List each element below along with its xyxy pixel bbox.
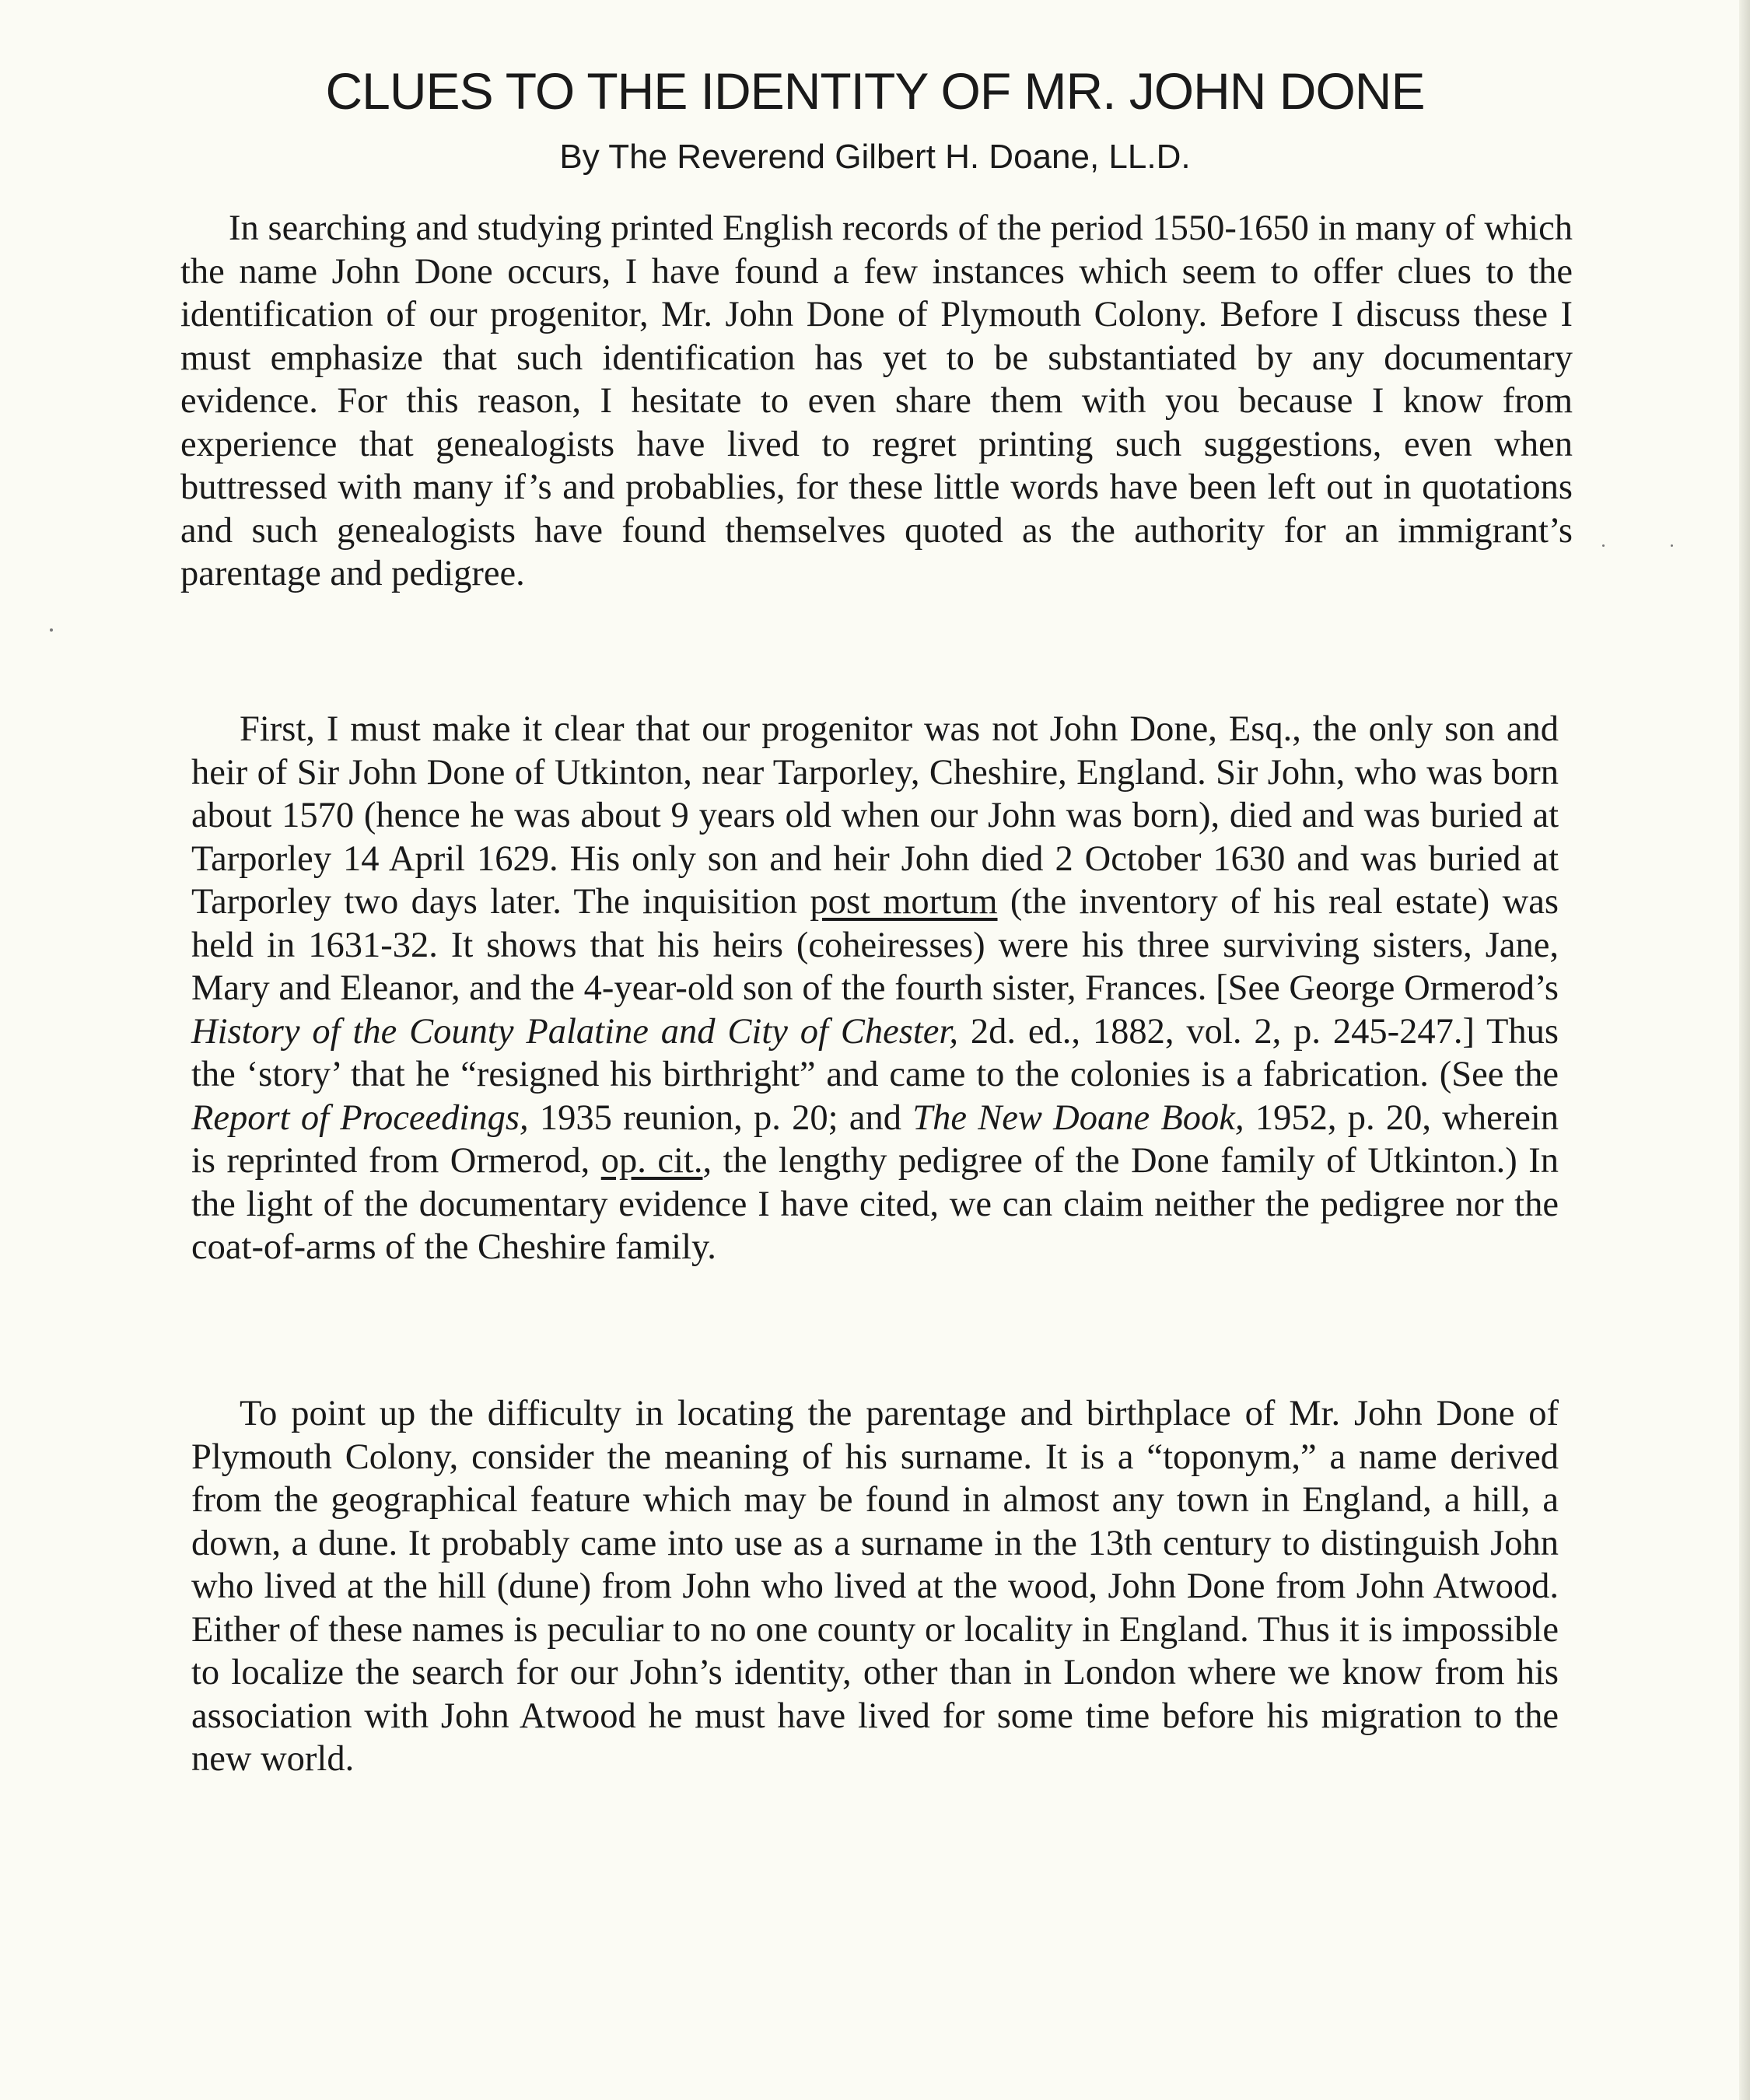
paper-speck — [1602, 544, 1605, 547]
paragraph-utkinton — [191, 708, 1559, 1269]
p2-op-cit: op. cit. — [600, 1141, 703, 1181]
p2-text-1: First, I must make it clear that our progenitor was not John Done, Esq., the only son and heir of Sir John Done of Utkinton, near Tarporley, Cheshire, England. Sir John, who was born about 1570 (hence he was about 9 years old when our John was born), died and was buried at Tarporley 14 April 1629. His only son and heir John died 2 October 1630 and was buried at Tarporley two days later. The inquisition — [191, 709, 1559, 922]
page-edge-shadow — [1739, 0, 1750, 2100]
p2-text-5: 1952, p. 20, wherein is reprinted from Ormerod, — [191, 1097, 1559, 1181]
p2-doane-book-title: The New Doane Book, — [912, 1097, 1244, 1138]
p2-text-6: , the lengthy pedigree of the Done family of Utkinton.) In the light of the documentary evidence I have cited, we can claim neither the pedigree nor the coat-of-arms of the Cheshire family. — [191, 1141, 1559, 1267]
paragraph-intro-text: In searching and studying printed English records of the period 1550-1650 in many of which the name John Done occurs, I have found a few instances which seem to offer clues to the identification of our progenitor, Mr. John Done of Plymouth Colony. Before I discuss these I must emphasize that such identification has yet to be substantiated by any documentary evidence. For this reason, I hesitate to even share them with you because I know from experience that genealogists have lived to regret printing such suggestions, even when buttressed with many if’s and probablies, for these little words have been left out in quotations and such genealogists have found themselves quoted as the authority for an immigrant’s parentage and pedigree. — [180, 208, 1573, 593]
paragraph-toponym-text: To point up the difficulty in locating the parentage and birthplace of Mr. John Done of Plymouth Colony, consider the meaning of his surname. It is a “toponym,” a name derived from the geographical feature which may be found in almost any town in England, a hill, a down, a dune. It probably came into use as a surname in the 13th century to distinguish John who lived at the hill (dune) from John who lived at the wood, John Done from John Atwood. Either of these names is peculiar to no one county or locality in England. Thus it is impossible to localize the search for our John’s identity, other than in London where we know from his association with John Atwood he must have lived for some time before his migration to the new world. — [191, 1394, 1559, 1779]
article-byline: By The Reverend Gilbert H. Doane, LL.D. — [559, 138, 1191, 176]
article-title: CLUES TO THE IDENTITY OF MR. JOHN DONE — [325, 62, 1425, 120]
p2-text-3: 2d. ed., 1882, vol. 2, p. 245-247.] Thus the ‘story’ that he “resigned his birthright” and came to the colonies is a fabrication. (See the — [191, 1011, 1559, 1094]
p2-ormerod-title: History of the County Palatine and City of Chester, — [191, 1011, 958, 1052]
paper-speck — [50, 628, 53, 632]
p2-text-2: (the inventory of his real estate) was held in 1631-32. It shows that his heirs (coheiresses) were his three surviving sisters, Jane, Mary and Eleanor, and the 4-year-old son of the fourth sister, Frances. [See George Ormerod’s — [191, 882, 1559, 1008]
p2-report-title: Report of Proceedings, — [191, 1097, 529, 1138]
p2-text-4: 1935 reunion, p. 20; and — [528, 1097, 913, 1138]
paragraph-intro — [180, 207, 1573, 596]
paper-speck — [1671, 544, 1673, 547]
paragraph-toponym — [191, 1392, 1559, 1781]
p2-post-mortum: post mortum — [810, 882, 998, 922]
